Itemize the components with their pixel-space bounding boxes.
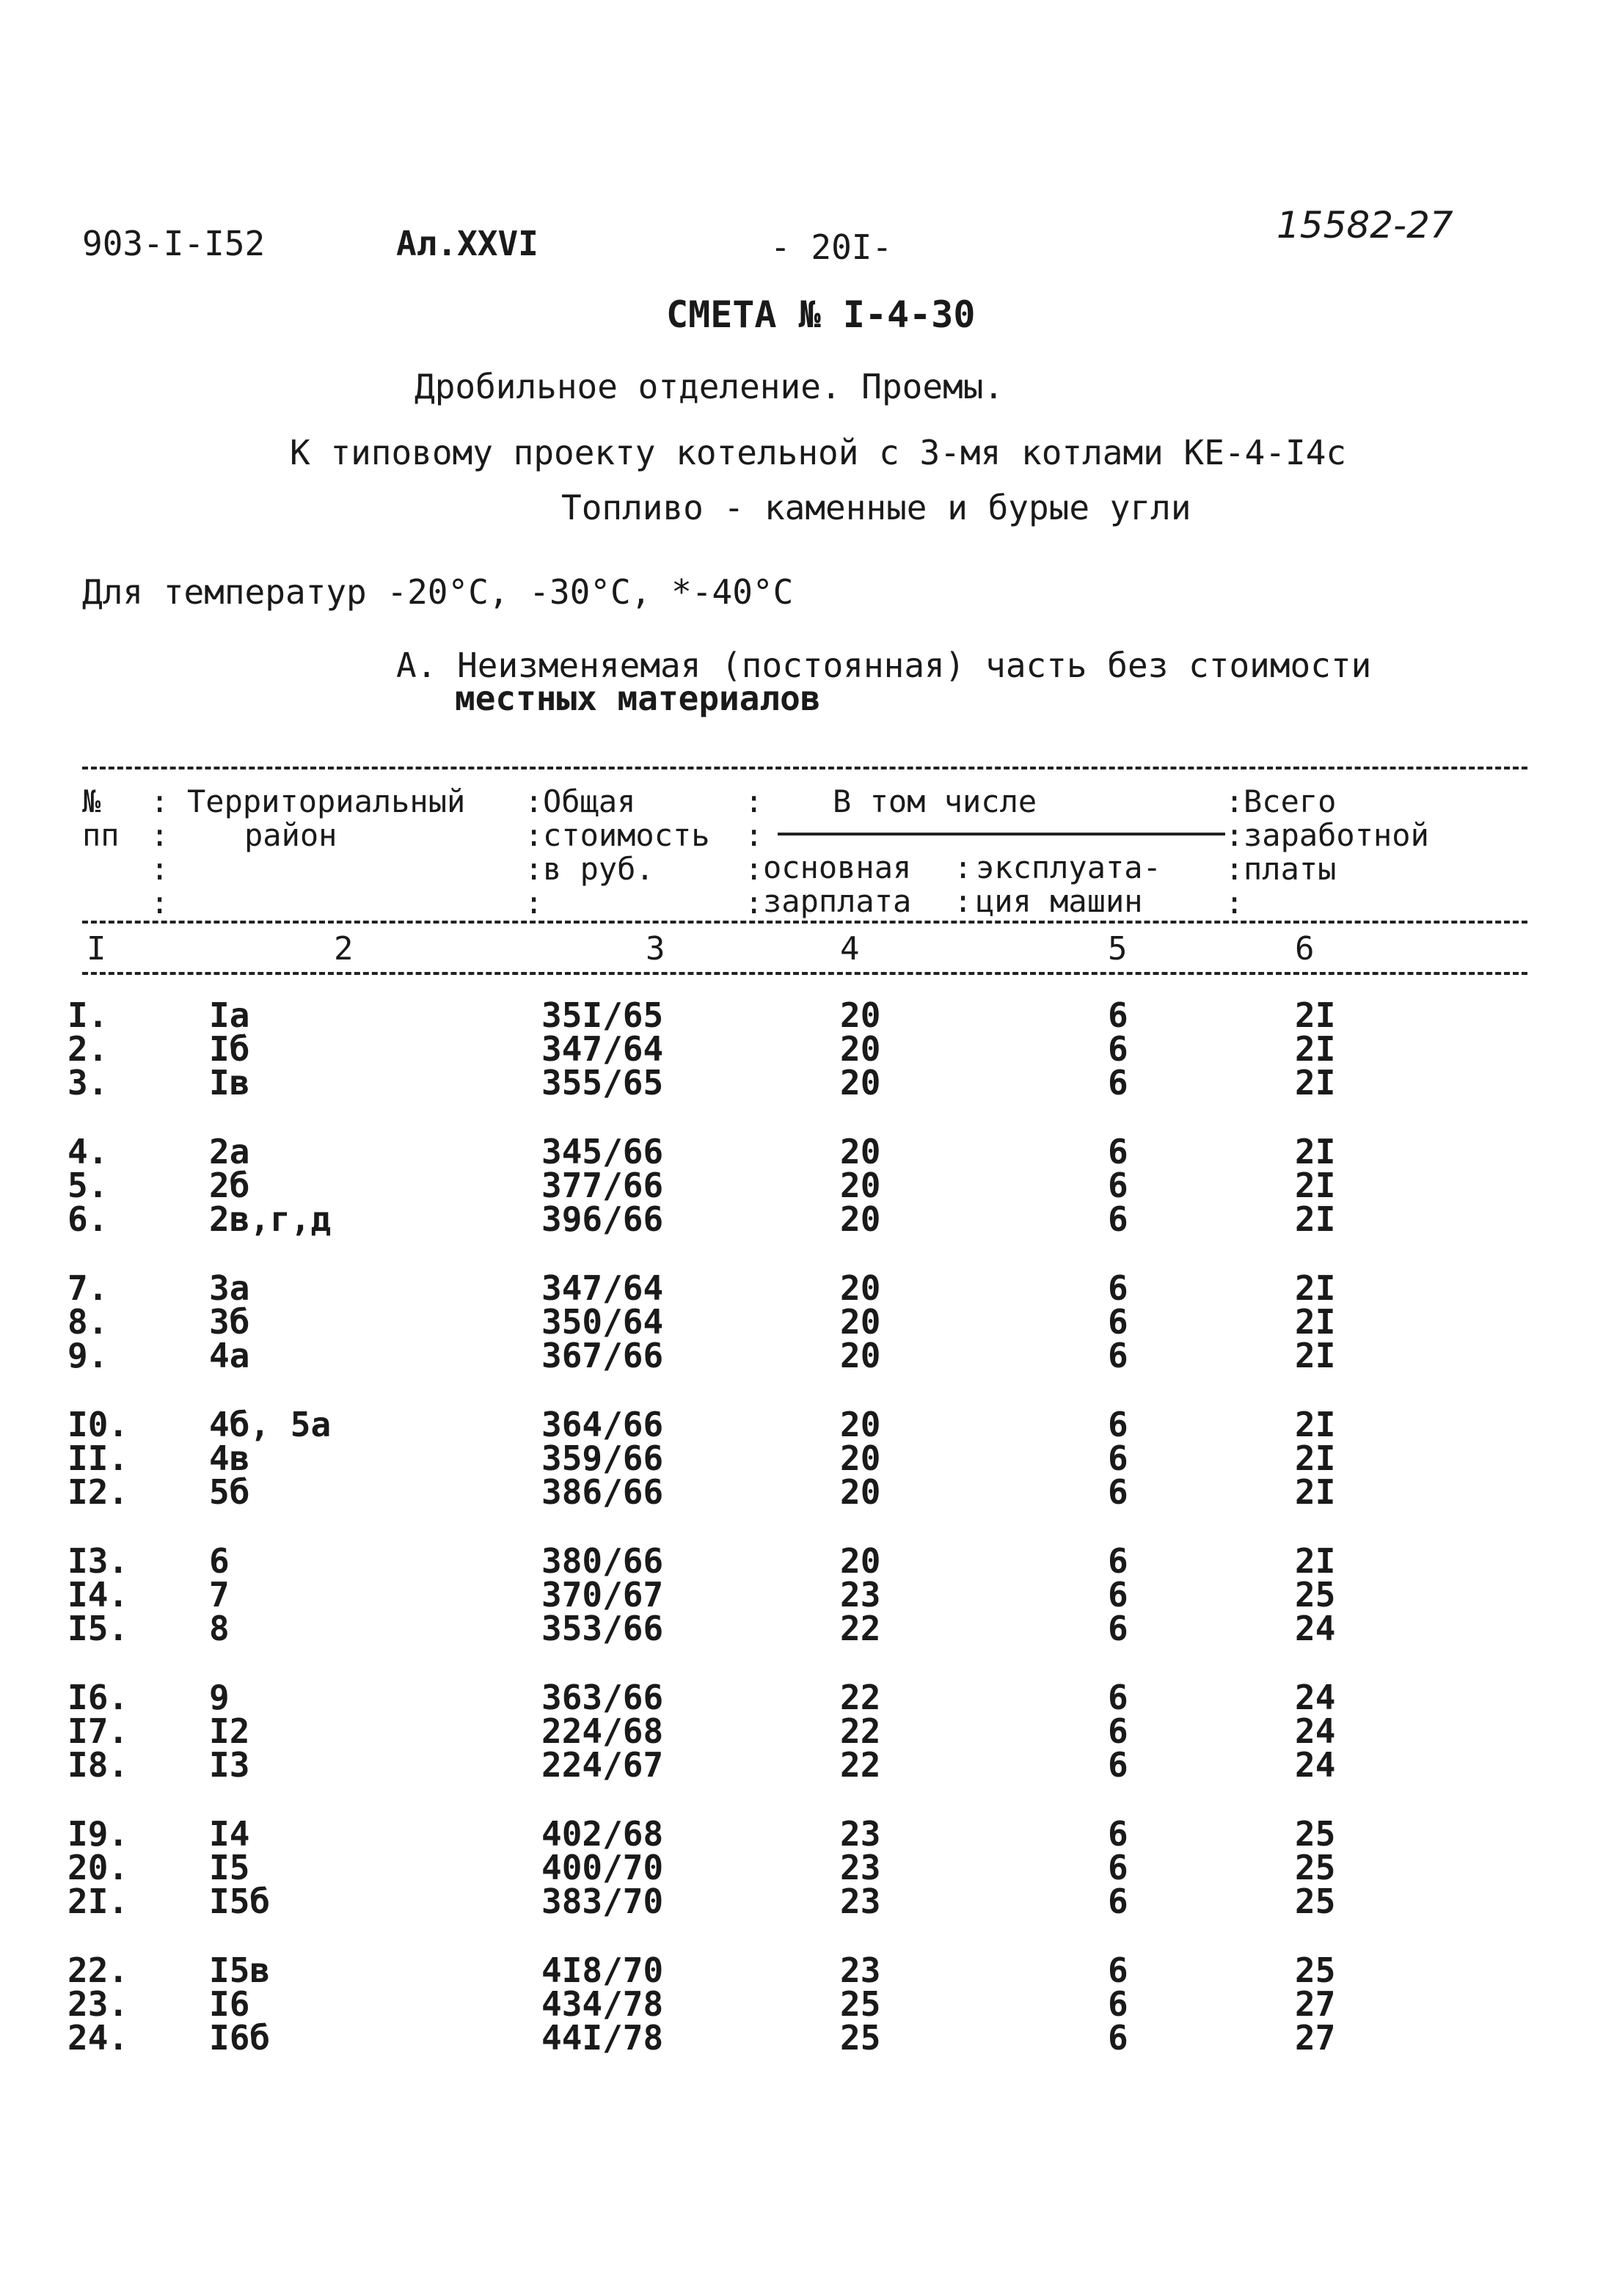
row-total-cost: 367/66 [541, 1336, 664, 1375]
row-region: 6 [209, 1541, 230, 1581]
row-base-wage: 23 [840, 1814, 881, 1854]
row-base-wage: 22 [840, 1678, 881, 1717]
row-machine-operation: 6 [1108, 1132, 1128, 1171]
column-number-1: I [87, 930, 106, 968]
row-base-wage: 25 [840, 2018, 881, 2058]
row-region: 3а [209, 1268, 250, 1308]
row-region: 9 [209, 1678, 230, 1717]
row-total-cost: 377/66 [541, 1166, 664, 1205]
row-machine-operation: 6 [1108, 1882, 1128, 1921]
row-total-cost: 347/64 [541, 1029, 664, 1069]
page-number: - 20I- [770, 227, 893, 267]
row-total-cost: 383/70 [541, 1882, 664, 1921]
row-machine-operation: 6 [1108, 1405, 1128, 1444]
row-machine-operation: 6 [1108, 1984, 1128, 2024]
header-col-machine-operation: эксплуата- ция машин [976, 849, 1161, 919]
column-separator: : : : : [525, 783, 544, 921]
row-total-wage: 2I [1295, 1472, 1336, 1512]
row-number: 22. [67, 1950, 129, 1990]
row-region: 2б [209, 1166, 250, 1205]
row-total-wage: 2I [1295, 1166, 1336, 1205]
row-total-wage: 2I [1295, 1302, 1336, 1342]
row-base-wage: 23 [840, 1848, 881, 1887]
row-region: I4 [209, 1814, 250, 1854]
row-region: 4а [209, 1336, 250, 1375]
row-total-cost: 353/66 [541, 1609, 664, 1648]
row-region: I5в [209, 1950, 271, 1990]
title-line-3: Топливо - каменные и бурые угли [561, 488, 1191, 527]
row-number: 5. [67, 1166, 109, 1205]
row-total-wage: 2I [1295, 1132, 1336, 1171]
row-number: 2. [67, 1029, 109, 1069]
row-number: I9. [67, 1814, 129, 1854]
row-total-wage: 27 [1295, 2018, 1336, 2058]
row-machine-operation: 6 [1108, 1541, 1128, 1581]
header-col-number: № пп [82, 783, 120, 853]
column-number-2: 2 [334, 930, 354, 968]
row-number: I6. [67, 1678, 129, 1717]
title-line-2: К типовому проекту котельной с 3-мя котлами КЕ-4-I4с [290, 433, 1347, 472]
row-machine-operation: 6 [1108, 1711, 1128, 1751]
row-total-cost: 359/66 [541, 1438, 664, 1478]
row-machine-operation: 6 [1108, 1678, 1128, 1717]
row-total-wage: 27 [1295, 1984, 1336, 2024]
row-number: I3. [67, 1541, 129, 1581]
row-number: 24. [67, 2018, 129, 2058]
row-number: 9. [67, 1336, 109, 1375]
column-separator: : : : : [1225, 783, 1244, 921]
row-total-cost: 224/68 [541, 1711, 664, 1751]
column-number-5: 5 [1108, 930, 1128, 968]
row-number: 6. [67, 1199, 109, 1239]
handwritten-number: 15582-27 [1277, 204, 1453, 246]
row-region: 7 [209, 1575, 230, 1615]
row-total-cost: 4I8/70 [541, 1950, 664, 1990]
row-total-wage: 2I [1295, 1405, 1336, 1444]
row-number: I8. [67, 1745, 129, 1785]
row-total-wage: 25 [1295, 1848, 1336, 1887]
row-total-wage: 2I [1295, 1029, 1336, 1069]
row-region: Iб [209, 1029, 250, 1069]
row-base-wage: 20 [840, 1541, 881, 1581]
column-numbers-bottom-rule [82, 972, 1527, 975]
row-number: 3. [67, 1063, 109, 1103]
row-region: I5б [209, 1882, 271, 1921]
column-number-4: 4 [840, 930, 860, 968]
row-total-cost: 380/66 [541, 1541, 664, 1581]
row-base-wage: 23 [840, 1575, 881, 1615]
row-machine-operation: 6 [1108, 1166, 1128, 1205]
row-base-wage: 25 [840, 1984, 881, 2024]
row-region: I6 [209, 1984, 250, 2024]
row-machine-operation: 6 [1108, 1745, 1128, 1785]
row-total-wage: 24 [1295, 1678, 1336, 1717]
row-machine-operation: 6 [1108, 995, 1128, 1035]
row-total-cost: 355/65 [541, 1063, 664, 1103]
row-total-wage: 24 [1295, 1609, 1336, 1648]
row-total-wage: 25 [1295, 1950, 1336, 1990]
row-machine-operation: 6 [1108, 1472, 1128, 1512]
header-bottom-rule [82, 921, 1527, 924]
row-total-cost: 364/66 [541, 1405, 664, 1444]
row-base-wage: 22 [840, 1711, 881, 1751]
row-base-wage: 20 [840, 1063, 881, 1103]
title-line-1: Дробильное отделение. Проемы. [415, 367, 1004, 406]
column-separator: : : : : [745, 783, 764, 921]
row-total-wage: 25 [1295, 1814, 1336, 1854]
row-machine-operation: 6 [1108, 1302, 1128, 1342]
row-region: Iа [209, 995, 250, 1035]
row-total-cost: 35I/65 [541, 995, 664, 1035]
row-machine-operation: 6 [1108, 1848, 1128, 1887]
row-machine-operation: 6 [1108, 1199, 1128, 1239]
row-number: I4. [67, 1575, 129, 1615]
row-region: 2в,г,д [209, 1199, 332, 1239]
row-region: I5 [209, 1848, 250, 1887]
row-total-cost: 396/66 [541, 1199, 664, 1239]
row-base-wage: 20 [840, 1302, 881, 1342]
including-underline [778, 833, 1225, 836]
row-machine-operation: 6 [1108, 1814, 1128, 1854]
album-number: Ал.XXVI [396, 224, 538, 263]
row-number: 23. [67, 1984, 129, 2024]
column-separator: : : : : [150, 783, 169, 921]
row-machine-operation: 6 [1108, 1063, 1128, 1103]
row-total-cost: 350/64 [541, 1302, 664, 1342]
row-region: 8 [209, 1609, 230, 1648]
row-number: 20. [67, 1848, 129, 1887]
row-total-cost: 400/70 [541, 1848, 664, 1887]
row-base-wage: 20 [840, 1029, 881, 1069]
row-base-wage: 20 [840, 995, 881, 1035]
row-total-cost: 345/66 [541, 1132, 664, 1171]
row-total-wage: 2I [1295, 1438, 1336, 1478]
row-region: 5б [209, 1472, 250, 1512]
estimate-title: СМЕТА № I-4-30 [666, 293, 976, 336]
row-base-wage: 20 [840, 1472, 881, 1512]
row-base-wage: 20 [840, 1199, 881, 1239]
row-base-wage: 20 [840, 1438, 881, 1478]
row-number: 2I. [67, 1882, 129, 1921]
row-machine-operation: 6 [1108, 1609, 1128, 1648]
row-number: 4. [67, 1132, 109, 1171]
row-number: II. [67, 1438, 129, 1478]
row-number: I7. [67, 1711, 129, 1751]
row-region: Iв [209, 1063, 250, 1103]
header-col-total-wage: Всего заработной платы [1244, 783, 1429, 887]
row-base-wage: 22 [840, 1609, 881, 1648]
temperatures-line: Для температур -20°С, -30°С, *-40°С [82, 572, 794, 612]
row-region: I2 [209, 1711, 250, 1751]
column-number-3: 3 [646, 930, 665, 968]
row-total-wage: 2I [1295, 1268, 1336, 1308]
row-base-wage: 20 [840, 1132, 881, 1171]
row-base-wage: 22 [840, 1745, 881, 1785]
row-region: 2а [209, 1132, 250, 1171]
row-base-wage: 23 [840, 1882, 881, 1921]
row-total-cost: 224/67 [541, 1745, 664, 1785]
row-base-wage: 20 [840, 1268, 881, 1308]
row-base-wage: 20 [840, 1336, 881, 1375]
row-region: I3 [209, 1745, 250, 1785]
row-number: 7. [67, 1268, 109, 1308]
row-total-wage: 25 [1295, 1575, 1336, 1615]
header-col-region: Территориальный район [187, 783, 466, 853]
row-total-cost: 434/78 [541, 1984, 664, 2024]
document-code: 903-I-I52 [82, 224, 266, 263]
row-total-cost: 370/67 [541, 1575, 664, 1615]
row-machine-operation: 6 [1108, 2018, 1128, 2058]
row-number: 8. [67, 1302, 109, 1342]
row-machine-operation: 6 [1108, 1950, 1128, 1990]
column-number-6: 6 [1295, 930, 1315, 968]
header-col-base-wage: основная зарплата [763, 849, 912, 919]
row-region: I6б [209, 2018, 271, 2058]
header-including: В том числе [833, 783, 1037, 819]
row-base-wage: 20 [840, 1405, 881, 1444]
row-number: I5. [67, 1609, 129, 1648]
row-machine-operation: 6 [1108, 1029, 1128, 1069]
row-machine-operation: 6 [1108, 1336, 1128, 1375]
row-machine-operation: 6 [1108, 1438, 1128, 1478]
row-total-cost: 347/64 [541, 1268, 664, 1308]
part-a-line-2: местных материалов [455, 679, 821, 718]
row-total-cost: 44I/78 [541, 2018, 664, 2058]
row-number: I0. [67, 1405, 129, 1444]
part-a-line-1: А. Неизменяемая (постоянная) часть без стоимости [396, 646, 1372, 685]
row-number: I. [67, 995, 109, 1035]
row-total-cost: 363/66 [541, 1678, 664, 1717]
row-base-wage: 20 [840, 1166, 881, 1205]
column-separator: : : [954, 849, 973, 919]
row-total-wage: 2I [1295, 1063, 1336, 1103]
row-region: 4в [209, 1438, 250, 1478]
row-total-wage: 2I [1295, 995, 1336, 1035]
row-total-wage: 24 [1295, 1711, 1336, 1751]
row-total-wage: 25 [1295, 1882, 1336, 1921]
header-col-total-cost: Общая стоимость в руб. [543, 783, 710, 887]
row-region: 4б, 5а [209, 1405, 332, 1444]
row-total-wage: 2I [1295, 1541, 1336, 1581]
row-total-wage: 24 [1295, 1745, 1336, 1785]
row-machine-operation: 6 [1108, 1268, 1128, 1308]
row-total-cost: 386/66 [541, 1472, 664, 1512]
row-total-wage: 2I [1295, 1199, 1336, 1239]
row-total-cost: 402/68 [541, 1814, 664, 1854]
row-total-wage: 2I [1295, 1336, 1336, 1375]
row-base-wage: 23 [840, 1950, 881, 1990]
table-top-rule [82, 767, 1527, 769]
row-number: I2. [67, 1472, 129, 1512]
row-machine-operation: 6 [1108, 1575, 1128, 1615]
row-region: 3б [209, 1302, 250, 1342]
